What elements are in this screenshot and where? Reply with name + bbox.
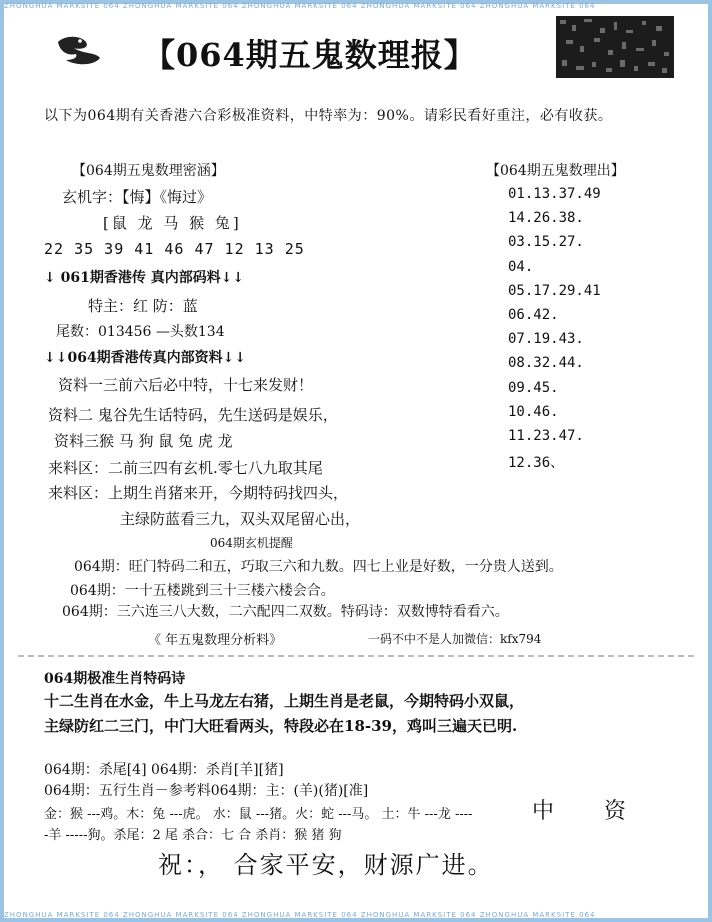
tip-1: 资料一三前六后必中特，十七来发财！ (58, 376, 314, 394)
intro-paragraph: 以下为064期有关香港六合彩极准资料，中特率为：90%。请彩民看好重注，必有收获。 (44, 108, 613, 124)
list-item: 07.19.43. (508, 331, 584, 348)
left-section-header: 【064期五鬼数理密涵】 (72, 163, 225, 179)
tip-5: 来料区：上期生肖猪来开，今期特码找四头， (48, 484, 349, 502)
hint-line-3: 064期：三六连三八大数，二六配四二双数。特码诗：双数博特看看六。 (62, 604, 509, 620)
list-item: 10.46. (508, 403, 559, 420)
right-section-header: 【064期五鬼数理出】 (486, 163, 625, 179)
hint-line-2: 064期：一十五楼跳到三十三楼六楼会合。 (70, 583, 335, 599)
divider (18, 655, 694, 657)
main-color: 特主：红 防：蓝 (88, 297, 198, 315)
hint-line-1: 064期：旺门特码二和五，巧取三六和九数。四七上业是好数，一分贵人送到。 (74, 559, 563, 575)
kill-line-2: 064期：五行生肖－参考料064期：主：(羊)(猪)[准] (44, 783, 369, 799)
contact-line: 一码不中不是人加微信：kfx794 (368, 632, 542, 646)
list-item: 01.13.37.49 (508, 186, 601, 202)
section-fax-1: ↓ 061期香港传 真内部码料↓↓ (44, 270, 245, 286)
list-item: 03.15.27. (508, 234, 584, 251)
stamp-mark-1: 中 (532, 799, 555, 824)
blessing: 祝：， 合家平安，财源广进。 (158, 851, 494, 879)
analysis-title: 《 年五鬼数理分析料》 (148, 633, 283, 648)
kill-line-1: 064期：杀尾[4] 064期：杀肖[羊][猪] (44, 762, 284, 778)
tip-4: 来料区：二前三四有玄机.零七八九取其尾 (48, 459, 323, 477)
list-item: 11.23.47. (508, 427, 584, 444)
watermark-top: ZHONGHUA MARKSITE 064 ZHONGHUA MARKSITE 064 ZHONGHUA MARKSITE 064 ZHONGHUA MARKSITE 064 ZHONGHUA MARKSITE 064 (4, 2, 596, 10)
tip-7: 064期玄机提醒 (210, 536, 293, 550)
xuanji-word: 玄机字：【悔】《悔过》 (62, 188, 213, 206)
tip-2: 资料二 鬼谷先生话特码，先生送码是娱乐， (48, 406, 338, 424)
section-fax-2: ↓↓064期香港传真内部资料↓↓ (44, 350, 247, 366)
dragon-logo-icon (52, 32, 108, 68)
page-title: 【064期五鬼数理报】 (143, 36, 477, 74)
stamp-mark-2: 资 (604, 799, 627, 824)
poem-line-1: 十二生肖在水金，牛上马龙左右猪，上期生肖是老鼠，今期特码小双鼠， (44, 692, 525, 710)
poem-header: 064期极准生肖特码诗 (44, 671, 186, 687)
list-item: 09.45. (508, 379, 559, 396)
list-item: 14.26.38. (508, 210, 584, 227)
poem-line-2: 主绿防红二三门，中门大旺看两头，特段必在18-39，鸡叫三遍天已明. (44, 717, 518, 735)
watermark-bottom: ZHONGHUA MARKSITE 064 ZHONGHUA MARKSITE 064 ZHONGHUA MARKSITE 064 ZHONGHUA MARKSITE 064 ZHONGHUA MARKSITE 064 (4, 911, 596, 919)
kill-line-3: -羊 -----狗。杀尾：2 尾 杀合：七 合 杀肖：猴 猪 狗 (44, 828, 342, 843)
tip-3: 资料三猴 马 狗 鼠 兔 虎 龙 (54, 432, 233, 450)
tip-6: 主绿防蓝看三九，双头双尾留心出， (120, 510, 361, 528)
qr-code-icon (556, 16, 674, 78)
tail-numbers: 尾数：013456 —头数134 (56, 324, 225, 340)
list-item: 08.32.44. (508, 355, 584, 372)
number-list (508, 186, 601, 476)
list-item: 05.17.29.41 (508, 282, 601, 299)
list-item: 06.42. (508, 306, 559, 323)
list-item: 04. (508, 258, 534, 275)
zodiac-group: [鼠 龙 马 猴 兔] (103, 214, 242, 232)
lucky-numbers: 22 35 39 41 46 47 12 13 25 (44, 240, 305, 258)
list-item: 12.36、 (508, 455, 565, 472)
five-elements-line: 金：猴 ---鸡。木：兔 ---虎。 水：鼠 ---猪。火：蛇 ---马。 土：牛 ---龙 ---- (44, 807, 473, 822)
